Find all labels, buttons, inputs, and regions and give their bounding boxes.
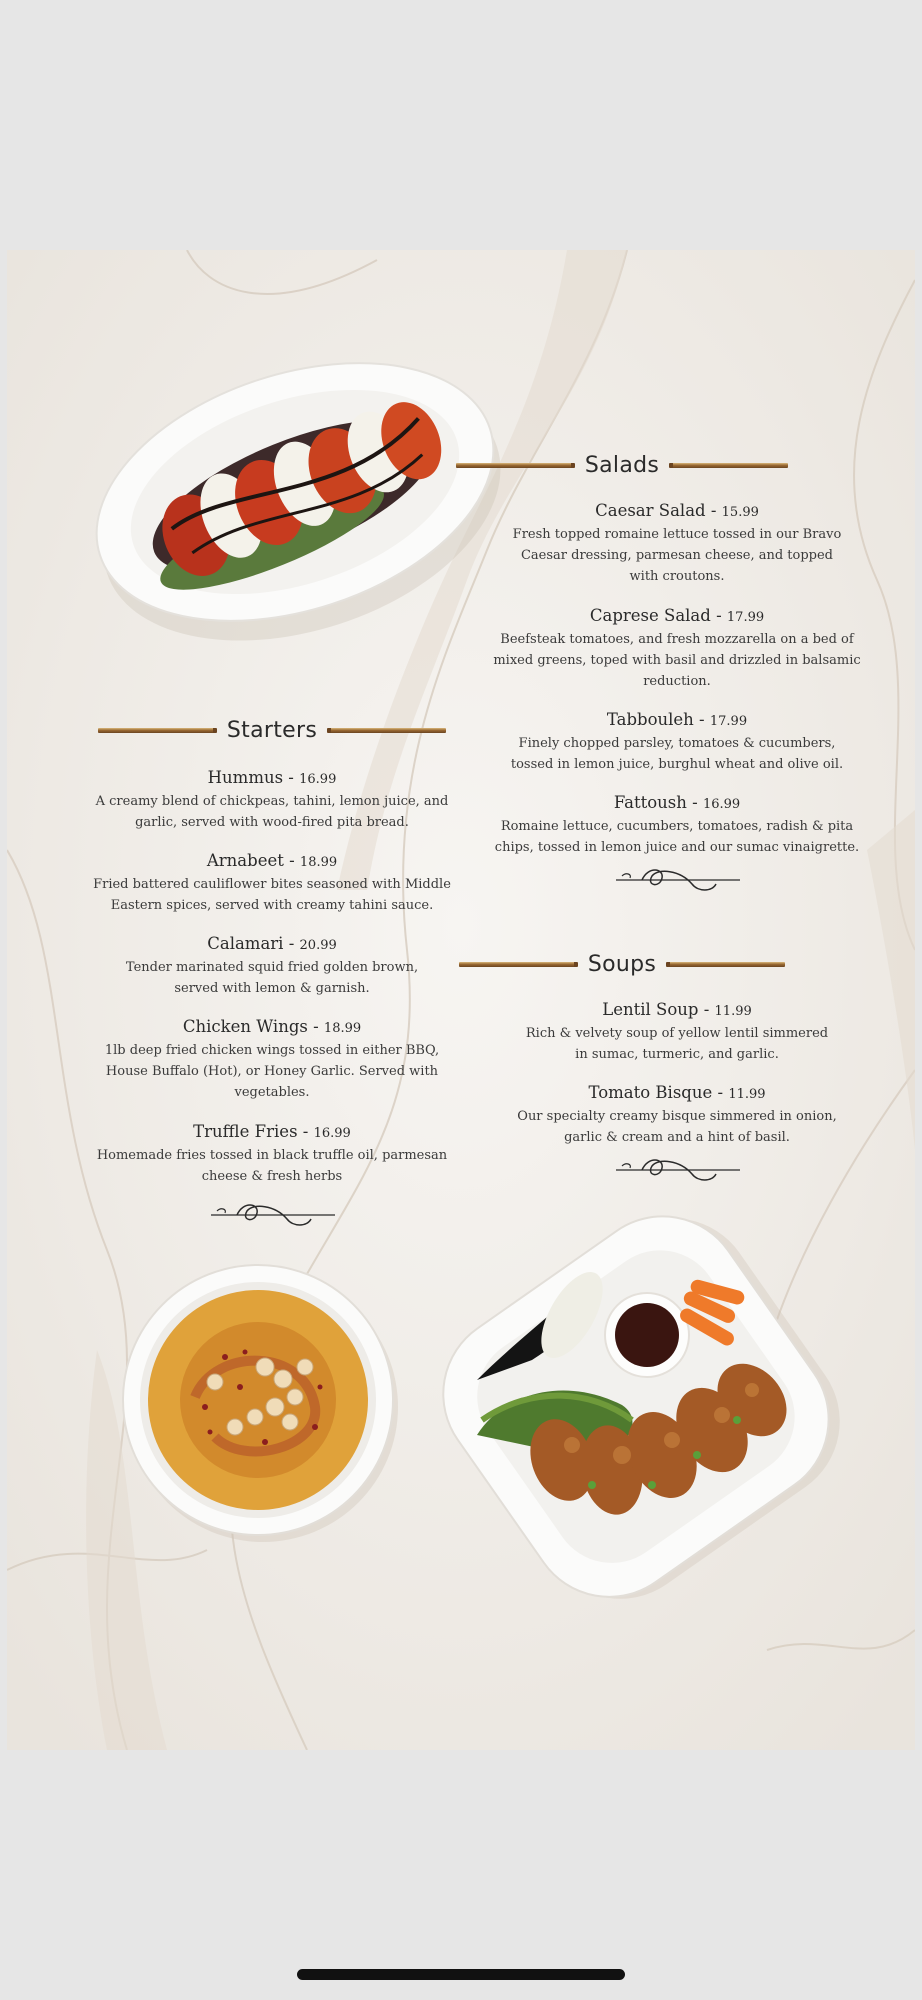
item-name: Lentil Soup -	[602, 1000, 715, 1019]
item-description: served with lemon & garnish.	[174, 981, 370, 996]
item-price: 17.99	[709, 714, 748, 729]
item-description: chips, tossed in lemon juice and our sumac vinaigrette.	[494, 840, 860, 855]
item-name: Chicken Wings -	[182, 1017, 324, 1036]
menu-item-tabbouleh	[472, 709, 882, 775]
menu-item-tomato-bisque	[472, 1082, 882, 1148]
starters-title: Starters	[226, 718, 318, 743]
home-indicator[interactable]	[297, 1969, 625, 1980]
gold-divider-left	[459, 962, 578, 967]
item-description: garlic & cream and a hint of basil.	[564, 1130, 790, 1145]
item-price: 11.99	[714, 1004, 752, 1019]
item-description: cheese & fresh herbs	[201, 1169, 343, 1184]
item-name: Fattoush -	[613, 793, 703, 812]
menu-item-caprese-salad	[472, 605, 882, 692]
item-description: tossed in lemon juice, burghul wheat and olive oil.	[510, 757, 844, 772]
item-name: Hummus -	[207, 768, 300, 787]
gold-divider-right	[327, 728, 446, 733]
caprese-salad-image	[77, 320, 517, 654]
item-description: Fried battered cauliflower bites seasoned with Middle	[93, 877, 451, 892]
item-description: Caesar dressing, parmesan cheese, and topped	[520, 548, 834, 563]
hummus-bowl-image	[115, 1257, 405, 1551]
flourish-ornament	[612, 1152, 747, 1192]
menu-item-arnabeet	[67, 850, 477, 916]
gold-divider-right	[669, 463, 788, 468]
item-price: 16.99	[313, 1126, 351, 1141]
item-name: Caesar Salad -	[595, 501, 722, 520]
item-description: Rich & velvety soup of yellow lentil simmered	[525, 1026, 829, 1041]
starters-header	[77, 718, 467, 743]
item-price: 18.99	[323, 1021, 362, 1036]
item-name: Tabbouleh -	[606, 710, 710, 729]
item-description: reduction.	[643, 674, 711, 689]
menu-item-chicken-wings	[67, 1016, 477, 1103]
item-description: Romaine lettuce, cucumbers, tomatoes, radish & pita	[500, 819, 854, 834]
item-name: Truffle Fries -	[193, 1122, 314, 1141]
item-name: Arnabeet -	[206, 851, 300, 870]
item-price: 11.99	[728, 1087, 766, 1102]
menu-item-truffle-fries	[67, 1121, 477, 1187]
item-description: Finely chopped parsley, tomatoes & cucumbers,	[518, 736, 836, 751]
item-description: House Buffalo (Hot), or Honey Garlic. Served with	[105, 1064, 439, 1079]
menu-page	[7, 250, 915, 1750]
item-price: 16.99	[299, 772, 337, 787]
menu-item-hummus	[67, 767, 477, 833]
item-price: 18.99	[299, 855, 338, 870]
item-price: 16.99	[702, 797, 741, 812]
item-name: Calamari -	[207, 934, 300, 953]
salads-header	[407, 453, 837, 478]
item-description: A creamy blend of chickpeas, tahini, lemon juice, and	[95, 794, 449, 809]
menu-item-caesar-salad	[472, 500, 882, 587]
item-description: vegetables.	[234, 1085, 310, 1100]
item-description: Eastern spices, served with creamy tahini sauce.	[110, 898, 434, 913]
item-description: 1lb deep fried chicken wings tossed in either BBQ,	[104, 1043, 440, 1058]
item-description: Tender marinated squid fried golden brown,	[125, 960, 419, 975]
item-price: 20.99	[299, 938, 337, 953]
item-description: garlic, served with wood-fired pita bread.	[135, 815, 409, 830]
item-name: Caprese Salad -	[589, 606, 727, 625]
gold-divider-left	[456, 463, 575, 468]
salads-title: Salads	[584, 453, 660, 478]
menu-item-lentil-soup	[472, 999, 882, 1065]
item-description: mixed greens, toped with basil and drizzled in balsamic	[493, 653, 861, 668]
soups-title: Soups	[587, 952, 657, 977]
flourish-ornament	[612, 862, 747, 902]
item-description: Beefsteak tomatoes, and fresh mozzarella on a bed of	[500, 632, 854, 647]
item-description: with croutons.	[629, 569, 725, 584]
gold-divider-left	[98, 728, 217, 733]
chicken-wings-plate-image	[422, 1205, 872, 1609]
item-description: Fresh topped romaine lettuce tossed in our Bravo	[512, 527, 842, 542]
item-price: 17.99	[726, 610, 765, 625]
menu-item-fattoush	[472, 792, 882, 858]
soups-header	[407, 952, 837, 977]
item-price: 15.99	[721, 505, 759, 520]
item-name: Tomato Bisque -	[588, 1083, 729, 1102]
flourish-ornament	[207, 1197, 342, 1237]
item-description: Our specialty creamy bisque simmered in onion,	[517, 1109, 837, 1124]
item-description: in sumac, turmeric, and garlic.	[575, 1047, 779, 1062]
item-description: Homemade fries tossed in black truffle oil, parmesan	[96, 1148, 448, 1163]
gold-divider-right	[666, 962, 785, 967]
